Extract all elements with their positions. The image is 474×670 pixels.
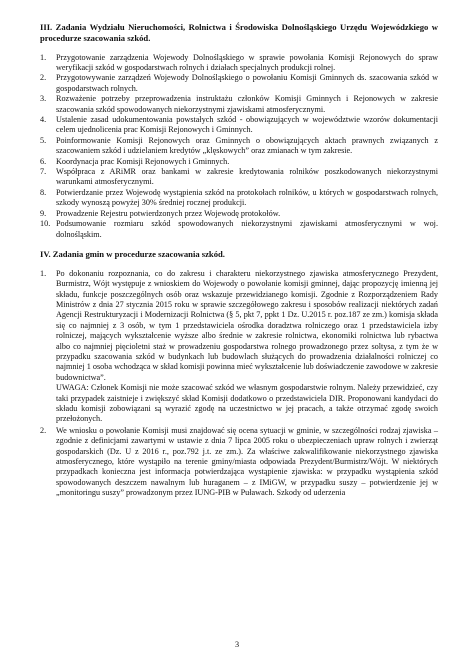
item-text: Potwierdzanie przez Wojewodę wystąpienia szkód na protokołach rolników, u których w gospodarstwach rolnych, szkody wynoszą powyżej 30% średniej rocznej produkcji. xyxy=(56,187,438,208)
list-item xyxy=(40,209,438,219)
item-number: 2. xyxy=(40,425,47,435)
list-item xyxy=(40,53,438,74)
item-number: 7. xyxy=(40,167,47,177)
item-number: 9. xyxy=(40,208,47,218)
list-item xyxy=(40,94,438,115)
page-number: 3 xyxy=(234,640,240,649)
item-text: Podsumowanie rozmiaru szkód spowodowanych niekorzystnymi zjawiskami atmosferycznymi w woj. dolnośląskim. xyxy=(56,219,438,239)
item-number: 4. xyxy=(40,115,47,125)
list-item xyxy=(40,157,438,167)
list-item xyxy=(40,115,438,136)
item-text: Po dokonaniu rozpoznania, co do zakresu i charakteru niekorzystnego zjawiska atmosferycznego Prezydent, Burmistrz, Wójt występuje z wnioskiem do Wojewody o powołanie komisji gminnej, dając propozycję imienną jej składu, funkcje poszczególnych osób oraz wskazuje przewidzianego komisji. Zgodnie z Rozporządzeniem Rady Ministrów z dnia 27 stycznia 2015 roku w sprawie szczegółowego zakresu i sposobów realizacji niektórych zadań Agencji Restrukturyzacji i Modernizacji Rolnictwa (§ 5, pkt 7, ppkt 1 Dz. U.2015 r. poz.187 ze zm.) komisja składa się co najmniej z 3 osób, w tym 1 przedstawiciela ośrodka doradztwa rolniczego oraz 1 przedstawiciela izby rolniczej, mających wykształcenie wyższe albo średnie w zakresie rolnictwa, ekonomiki rolnictwa lub rybactwa albo co najmniej pięcioletni staż w prowadzeniu gospodarstwa rolnego prowadzonego przez soltysa, z tym że w przypadku szacowania szkód w budynkach lub budowlach służących do prowadzenia działalności rolniczej co najmniej 1 osoba wchodząca w skład komisji powinna mieć wykształcenie lub doświadczenie zawodowe w zakresie budownictwa”. xyxy=(56,268,438,382)
section-3-list xyxy=(40,53,438,240)
list-item xyxy=(40,167,438,188)
item-number: 3. xyxy=(40,94,47,104)
list-item xyxy=(40,188,438,209)
item-text: Współpraca z ARiMR oraz bankami w zakresie kredytowania rolników poszkodowanych niekorzystnymi warunkami atmosferycznymi. xyxy=(56,167,438,187)
section-4-list xyxy=(40,269,438,499)
section-3-heading: III. Zadania Wydziału Nieruchomości, Rolnictwa i Środowiska Dolnośląskiego Urzędu Wojewódzkiego w procedurze szacowania szkód. xyxy=(40,22,438,43)
list-item xyxy=(40,219,438,240)
item-number: 1. xyxy=(40,268,47,278)
item-number: 1. xyxy=(40,52,47,62)
list-item xyxy=(40,269,438,425)
list-item xyxy=(40,426,438,499)
warning-note: UWAGA: Członek Komisji nie może szacować szkód we własnym gospodarstwie rolnym. Należy przewidzieć, czy taki przypadek zaistnieje i zwiększyć skład Komisji dodatkowo o przedstawiciela DIR. Proponowani kandydaci do składu komisji zobowiązani są wyrazić zgodę na uczestnictwo w jej pracach, a także otrzymać zgodę swoich przełożonych. xyxy=(56,383,438,424)
item-number: 8. xyxy=(40,187,47,197)
item-text: Przygotowywanie zarządzeń Wojewody Dolnośląskiego o powołaniu Komisji Gminnych ds. szacowania szkód w gospodarstwach rolnych. xyxy=(56,73,438,93)
item-text: Prowadzenie Rejestru potwierdzonych przez Wojewodę protokołów. xyxy=(56,208,281,218)
item-text: Przygotowanie zarządzenia Wojewody Dolnośląskiego w sprawie powołania Komisji Rejonowych do spraw weryfikacji szkód w gospodarstwach rolnych i działach specjalnych produkcji rolnej. xyxy=(56,52,438,72)
item-number: 2. xyxy=(40,73,47,83)
item-number: 10. xyxy=(40,219,51,229)
item-number: 5. xyxy=(40,135,47,145)
section-4-heading: IV. Zadania gmin w procedurze szacowania szkód. xyxy=(40,248,225,259)
item-text: Rozważenie potrzeby przeprowadzenia instruktażu członków Komisji Gminnych i Rejonowych w zakresie szacowania szkód spowodowanych niekorzystnymi zjawiskami atmosferycznymi. xyxy=(56,94,438,114)
list-item xyxy=(40,73,438,94)
item-text: Poinformowanie Komisji Rejonowych oraz Gminnych o obowiązujących aktach prawnych związanych z szacowaniem szkód i udzielaniem kredytów „klęskowych” oraz zmianach w tym zakresie. xyxy=(56,135,438,156)
item-number: 6. xyxy=(40,156,47,166)
item-text: We wniosku o powołanie Komisji musi znajdować się ocena sytuacji w gminie, w szczególności rodzaj zjawiska – zgodnie z definicjami zawartymi w ustawie z dnia 7 lipca 2005 roku o ubezpieczeniach upraw rolnych i zwierząt gospodarskich (Dz. U z 2016 r., poz.792 j.t. ze zm.). Za właściwe zakwalifikowanie niekorzystnego zjawiska atmosferycznego, które wystąpiło na terenie gminy/miasta odpowiada Prezydent/Burmistrz/Wójt. W niektórych przypadkach konieczna jest informacja potwierdzająca wystąpienie zjawiska: w przypadku wystąpienia szkód spowodowanych deszczem nawalnym lub huraganem – z IMiGW, w przypadku suszy – potwierdzenie jej w „monitoringu suszy” prowadzonym przez IUNG-PIB w Puławach. Szkody od uderzenia xyxy=(56,425,438,498)
list-item xyxy=(40,136,438,157)
item-text: Ustalenie zasad udokumentowania powstałych szkód - obowiązujących w województwie wzorów dokumentacji celem ujednolicenia prac Komisji Rejonowych i Gminnych. xyxy=(56,115,438,135)
item-text: Koordynacja prac Komisji Rejonowych i Gminnych. xyxy=(56,156,230,166)
